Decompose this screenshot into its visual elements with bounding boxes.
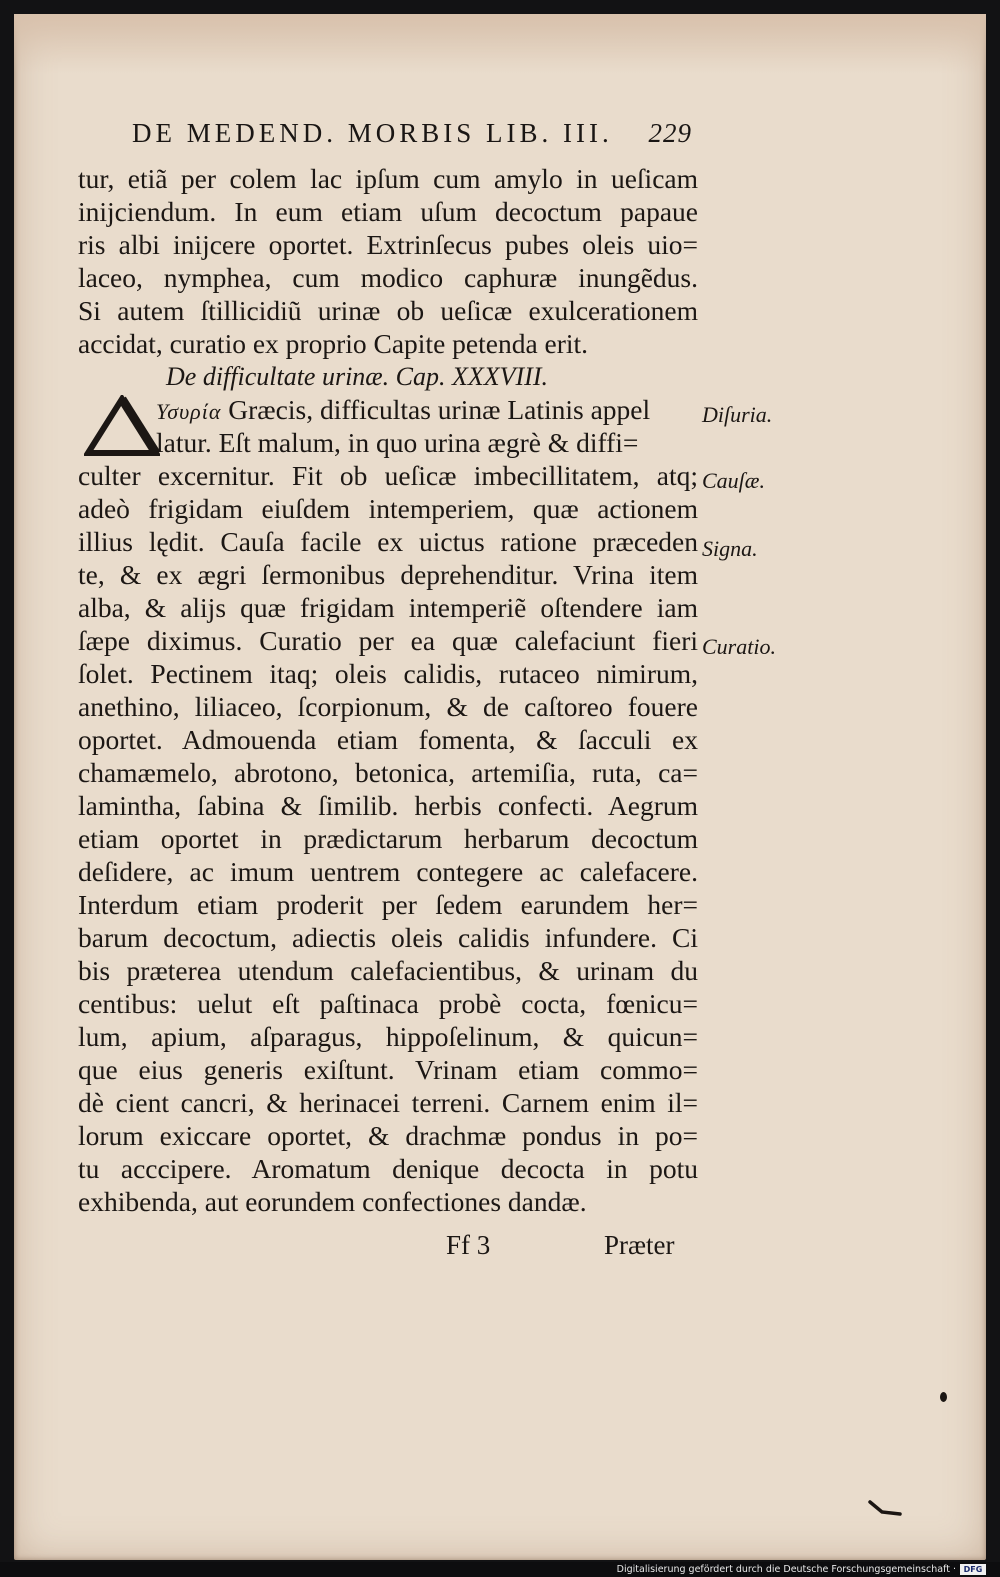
text-line: bis præterea utendum calefacientibus, & urinam du <box>78 955 698 986</box>
text-line: anethino, liliaceo, ſcorpionum, & de caſtoreo fouere <box>78 691 698 722</box>
text-line: adeò frigidam eiuſdem intemperiem, quæ actionem <box>78 493 698 524</box>
text-line: ſolet. Pectinem itaq; oleis calidis, rutaceo nimirum, <box>78 658 698 689</box>
text-line: dè cient cancri, & herinacei terreni. Carnem enim il= <box>78 1087 698 1118</box>
chapter-heading: De difficultate urinæ. Cap. XXXVIII. <box>166 362 548 391</box>
text-line: alba, & alijs quæ frigidam intemperiẽ oſtendere iam <box>78 592 698 623</box>
text-line-first <box>78 393 698 426</box>
text-line: etiam oportet in prædictarum herbarum decoctum <box>78 823 698 854</box>
drop-cap-delta-icon <box>84 395 160 457</box>
pen-stroke-mark <box>868 1500 902 1520</box>
text-line: centibus: uelut eſt paſtinaca probè cocta, fœnicu= <box>78 988 698 1019</box>
text-line: lamintha, ſabina & ſimilib. herbis confecti. Aegrum <box>78 790 698 821</box>
text-line: tur, etiã per colem lac ipſum cum amylo in ueſicam <box>78 163 698 194</box>
running-head <box>132 118 692 154</box>
text-line: culter excernitur. Fit ob ueſicæ imbecillitatem, atq; <box>78 460 698 491</box>
text-line: oportet. Admouenda etiam fomenta, & ſacculi ex <box>78 724 698 755</box>
text-line: lum, apium, aſparagus, hippoſelinum, & quicun= <box>78 1021 698 1052</box>
dfg-logo: DFG <box>960 1564 986 1575</box>
margin-note-disuria: Diſuria. <box>702 402 773 427</box>
text-line: tu acccipere. Aromatum denique decocta in potu <box>78 1153 698 1184</box>
text-block <box>78 162 698 1218</box>
signature-mark: Ff 3 <box>446 1230 491 1260</box>
text-line: que eius generis exiſtunt. Vrinam etiam commo= <box>78 1054 698 1085</box>
text-line: laceo, nymphea, cum modico caphuræ inungẽdus. <box>78 262 698 293</box>
text-line: Si autem ſtillicidiũ urinæ ob ueſicæ exulcerationem <box>78 295 698 326</box>
text-line-rest: Græcis, difficultas urinæ Latinis appel <box>221 394 651 425</box>
text-line: latur. Eſt malum, in quo urina ægrè & diffi= <box>156 427 639 458</box>
ink-spot <box>940 1392 947 1402</box>
text-line: lorum exiccare oportet, & drachmæ pondus in po= <box>78 1120 698 1151</box>
text-line: barum decoctum, adiectis oleis calidis infundere. Ci <box>78 922 698 953</box>
greek-word: Υσυρία <box>156 399 222 424</box>
text-line: exhibenda, aut eorundem confectiones dandæ. <box>78 1186 587 1217</box>
text-line: Interdum etiam proderit per ſedem earundem her= <box>78 889 698 920</box>
text-line: inijciendum. In eum etiam uſum decoctum papaue <box>78 196 698 227</box>
text-line: accidat, curatio ex proprio Capite petenda erit. <box>78 328 589 359</box>
text-line: deſidere, ac imum uentrem contegere ac calefacere. <box>78 856 698 887</box>
text-line: chamæmelo, abrotono, betonica, artemiſia, ruta, ca= <box>78 757 698 788</box>
margin-note-signa: Signa. <box>702 536 758 561</box>
page-number: 229 <box>648 118 692 148</box>
running-head-title: DE MEDEND. MORBIS LIB. III. <box>132 118 613 148</box>
text-line: ſæpe diximus. Curatio per ea quæ calefaciunt fieri <box>78 625 698 656</box>
text-line: ris albi inijcere oportet. Extrinſecus pubes oleis uio= <box>78 229 698 260</box>
text-line: illius lędit. Cauſa facile ex uictus ratione præceden <box>78 526 698 557</box>
margin-note-causae: Cauſæ. <box>702 468 765 493</box>
digitization-credit: Digitalisierung gefördert durch die Deutsche Forschungsgemeinschaft · <box>616 1564 956 1575</box>
margin-note-curatio: Curatio. <box>702 634 776 659</box>
text-line: te, & ex ægri ſermonibus deprehenditur. Vrina item <box>78 559 698 590</box>
catchword: Præter <box>604 1230 675 1260</box>
